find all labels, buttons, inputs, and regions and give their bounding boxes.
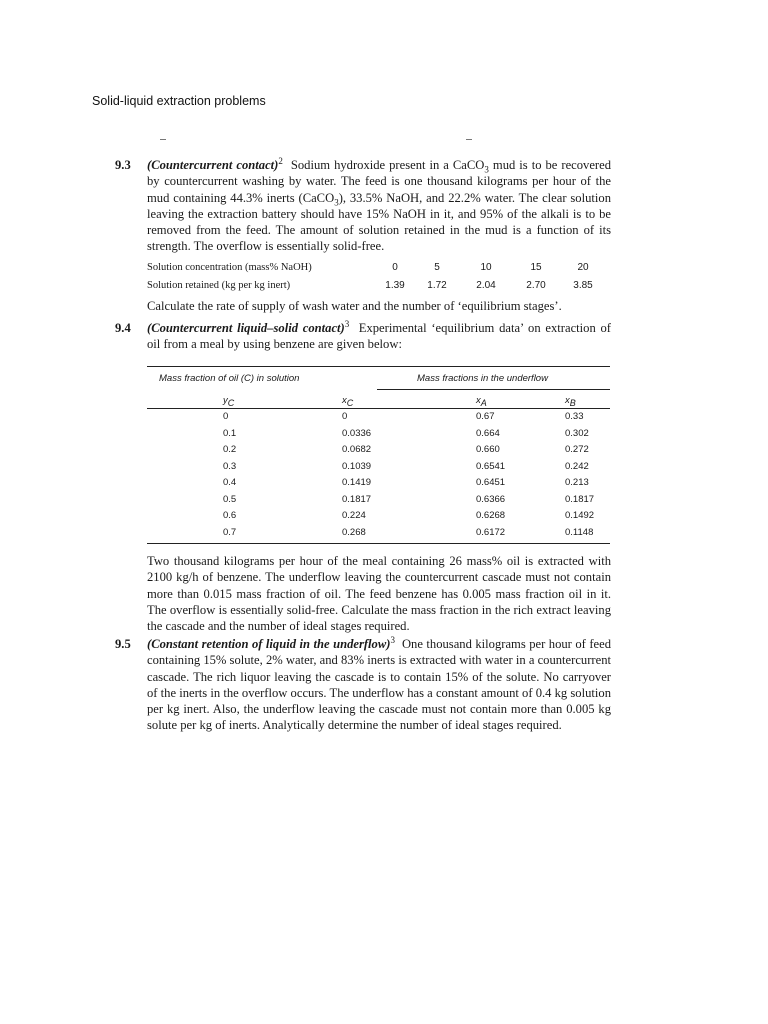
text-segment: One thousand kilograms per hour of feed containing 15% solute, 2% water, and 83% inerts is extracted with water in a countercurrent cascade. The rich liquor leaving the cascade is to contain 15% of the solute. No carryover of the inerts in the overflow occurs. The underflow has a constant amount of 0.4 kg solution per kg inert. Also, the underflow leaving the cascade must not contain more than 0.005 kg solute per kg of inerts. Analytically determine the number of ideal stages required. bbox=[147, 637, 612, 733]
table-cell: 0.67 bbox=[476, 411, 495, 422]
table-rule-bottom bbox=[147, 543, 610, 544]
table-cell: 0 bbox=[392, 262, 398, 273]
text-segment: mud is to be recovered by countercurrent washing by water. The feed is one thousand kilograms per hour of the mud containing 44.3% inerts (CaCO bbox=[147, 158, 612, 205]
table-cell: 0.1148 bbox=[565, 526, 594, 538]
reference-mark: 3 bbox=[390, 634, 395, 645]
column-head-yc: $y_C$ bbox=[223, 395, 235, 408]
table-cell: 5 bbox=[434, 262, 440, 273]
table-cell: 3.85 bbox=[573, 280, 593, 291]
table-rule-top bbox=[147, 366, 610, 367]
reference-mark: 2 bbox=[278, 155, 283, 166]
question-text: Two thousand kilograms per hour of the meal containing 26 mass% oil is extracted with 2100 kg/h of benzene. The underflow leaving the countercurrent cascade must not contain more than 0.015 mass fraction of oil. The feed benzene has 0.005 mass fraction oil in it. The overflow is essentially solid-free. Calculate the mass fraction in the rich extract leaving the cascade and the number of ideal stages required. bbox=[147, 554, 611, 634]
table-cell: 0 bbox=[223, 411, 229, 422]
table-cell: 0.224 bbox=[342, 510, 366, 521]
table-cell: 2.04 bbox=[476, 280, 496, 291]
column-head-xc: $x_C$ bbox=[342, 395, 354, 408]
table-cell: 2.70 bbox=[526, 280, 546, 291]
table-cell: 0.6172 bbox=[476, 526, 506, 538]
row-label: Solution retained (kg per kg inert) bbox=[147, 280, 291, 291]
problem-text bbox=[147, 157, 611, 255]
problem-9-4 bbox=[117, 320, 611, 353]
table-cell: 0.272 bbox=[565, 444, 589, 455]
table-cell: 0.6366 bbox=[476, 493, 506, 505]
table-cell: 0.2 bbox=[223, 444, 237, 455]
table-cell: 0.6451 bbox=[476, 477, 506, 488]
column-head-xb: $x_B$ bbox=[565, 395, 576, 408]
reference-mark: 3 bbox=[344, 318, 350, 329]
table-cell: 0.1039 bbox=[342, 460, 372, 472]
problem-number: 9.3 bbox=[115, 158, 131, 172]
table-cell: 0.7 bbox=[223, 526, 237, 538]
problem-title: (Countercurrent contact) bbox=[147, 158, 279, 172]
table-cell: 0.6 bbox=[223, 510, 237, 521]
table-cell: 0.1817 bbox=[565, 493, 595, 505]
table-cell: 20 bbox=[577, 262, 589, 273]
table-cell: 0.1 bbox=[223, 427, 237, 439]
table-cell: 15 bbox=[530, 262, 542, 273]
problem-9-3-question bbox=[147, 298, 611, 314]
problem-text bbox=[147, 320, 611, 353]
text-segment: Experimental ‘equilibrium data’ on extraction of oil from a meal by using benzene are given below: bbox=[147, 321, 612, 352]
table-cell: 0.268 bbox=[342, 526, 366, 538]
page-mark bbox=[466, 139, 472, 140]
text-segment: ), 33.5% NaOH, and 22.2% water. The clear solution leaving the extraction battery should have 15% NaOH in it, and 95% of the alkali is to be removed from the feed. The amount of solution retained in the mud is a function of its strength. The overflow is essentially solid-free. bbox=[147, 190, 611, 254]
table-row bbox=[147, 280, 617, 298]
table-cell: 1.39 bbox=[385, 280, 405, 291]
table-rule-header bbox=[147, 408, 610, 409]
page-mark bbox=[160, 139, 166, 140]
table-cell: 0.6268 bbox=[476, 510, 506, 521]
table-cell: 0.242 bbox=[565, 460, 589, 472]
table-row bbox=[147, 262, 617, 280]
table-cell: 1.72 bbox=[427, 280, 447, 291]
problem-title: (Constant retention of liquid in the underflow) bbox=[147, 637, 391, 651]
subscript: 3 bbox=[334, 197, 339, 208]
table-cell: 0.660 bbox=[476, 444, 500, 455]
running-head: Solid-liquid extraction problems bbox=[92, 94, 266, 108]
retention-table bbox=[147, 262, 617, 298]
table-cell: 0.33 bbox=[565, 411, 584, 422]
table-header-left: Mass fraction of oil (C) in solution bbox=[159, 373, 300, 384]
problem-number: 9.5 bbox=[115, 637, 131, 651]
text-segment: Sodium hydroxide present in a CaCO bbox=[290, 158, 485, 172]
table-cell: 0.664 bbox=[476, 427, 500, 439]
problem-text bbox=[147, 636, 611, 734]
table-cell: 0.6541 bbox=[476, 460, 506, 472]
table-cell: 0.0682 bbox=[342, 444, 372, 455]
problem-title: (Countercurrent liquid–solid contact) bbox=[147, 321, 345, 335]
table-header-right: Mass fractions in the underflow bbox=[417, 373, 548, 384]
table-cell: 0.3 bbox=[223, 460, 237, 472]
table-cell: 0.213 bbox=[565, 477, 589, 488]
problem-9-5 bbox=[117, 636, 611, 734]
problem-9-3 bbox=[117, 157, 611, 255]
table-cell: 0.0336 bbox=[342, 427, 372, 439]
table-cell: 0.302 bbox=[565, 427, 589, 439]
question-text: Calculate the rate of supply of wash water and the number of ‘equilibrium stages’. bbox=[147, 299, 562, 313]
table-cell: 0.4 bbox=[223, 477, 237, 488]
table-cell: 0.5 bbox=[223, 493, 237, 505]
column-head-xa: $x_A$ bbox=[476, 395, 487, 408]
table-rule-group bbox=[377, 389, 610, 390]
table-cell: 0.1492 bbox=[565, 510, 595, 521]
problem-9-4-question bbox=[147, 553, 611, 634]
table-cell: 0.1817 bbox=[342, 493, 372, 505]
row-label: Solution concentration (mass% NaOH) bbox=[147, 262, 312, 273]
subscript: 3 bbox=[484, 164, 489, 175]
problem-number: 9.4 bbox=[115, 321, 131, 335]
table-cell: 0 bbox=[342, 411, 348, 422]
table-cell: 0.1419 bbox=[342, 477, 372, 488]
table-cell: 10 bbox=[480, 262, 492, 273]
